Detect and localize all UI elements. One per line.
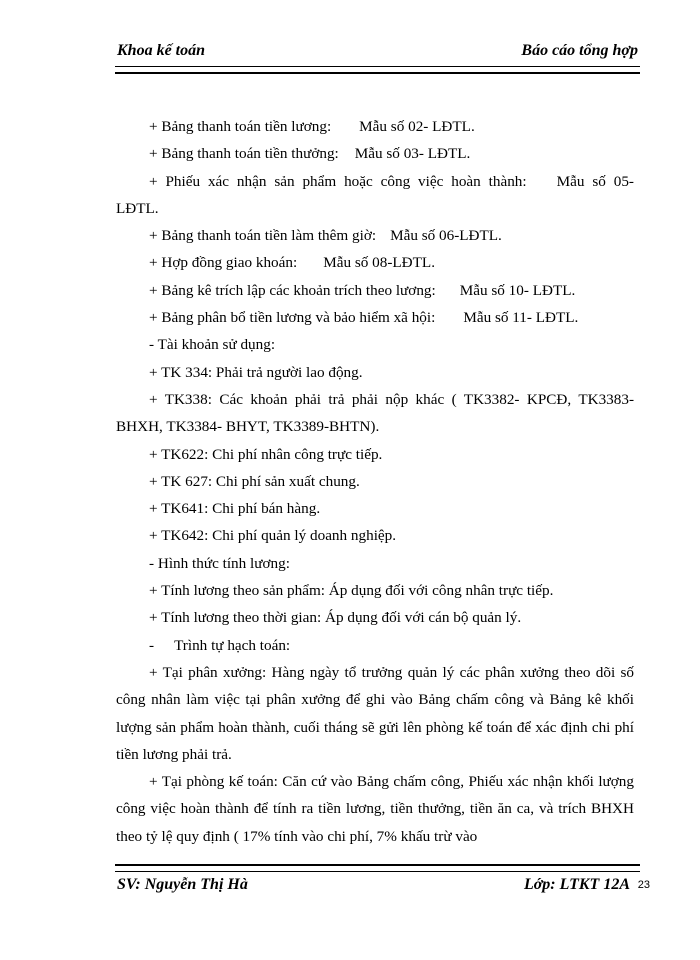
text-line-12: + TK 627: Chi phí sản xuất chung. [149,472,360,490]
text-line-16: + Tính lương theo sản phẩm: Áp dụng đối với công nhân trực tiếp. [149,582,554,600]
text-line-6: + Bảng kê trích lập các khoản trích theo lương: Mẫu số 10- LĐTL. [149,281,576,299]
header-rule [115,66,640,74]
footer-student: SV: Nguyễn Thị Hà [117,876,248,893]
text-line-7: + Bảng phân bổ tiền lương và bảo hiểm xã hội: Mẫu số 11- LĐTL. [149,309,579,327]
text-line-5: + Hợp đồng giao khoán: Mẫu số 08-LĐTL. [149,254,435,272]
text-paragraph-accounting: + Tại phòng kế toán: Căn cứ vào Bảng chấm công, Phiếu xác nhận khối lượng công việc hoàn thành để tính ra tiền lương, tiền thưởng, tiền ăn ca, và trích BHXH theo tỷ lệ quy định ( 17% tính vào chi phí, 7% khấu trừ vào [116,773,634,845]
text-line-2: + Bảng thanh toán tiền thưởng: Mẫu số 03- LĐTL. [149,145,471,163]
text-line-8: - Tài khoản sử dụng: [149,336,276,354]
page-number: 23 [637,879,650,891]
header-report-title: Báo cáo tổng hợp [521,42,638,59]
text-line-1: + Bảng thanh toán tiền lương: Mẫu số 02- LĐTL. [149,118,475,135]
text-line-13: + TK641: Chi phí bán hàng. [149,500,321,518]
text-paragraph-workshop: + Tại phân xưởng: Hàng ngày tổ trưởng quản lý các phân xưởng theo dõi số công nhân làm việc tại phân xưởng để ghi vào Bảng chấm công và Bảng kê khối lượng sản phẩm hoàn thành, cuối tháng sẽ gửi lên phòng kế toán để xác định chi phí tiền lương phải trả. [116,663,634,763]
text-line-18: - Trình tự hạch toán: [149,636,291,654]
text-line-11: + TK622: Chi phí nhân công trực tiếp. [149,445,383,463]
header-department: Khoa kế toán [117,42,206,59]
document-body [116,113,634,850]
footer-class: Lớp: LTKT 12A [523,876,630,893]
text-line-9: + TK 334: Phải trả người lao động. [149,363,363,381]
text-line-4: + Bảng thanh toán tiền làm thêm giờ: Mẫu số 06-LĐTL. [149,227,502,245]
text-line-10: + TK338: Các khoản phải trả phải nộp khác ( TK3382- KPCĐ, TK3383-BHXH, TK3384- BHYT, TK3389-BHTN). [116,390,634,436]
text-line-17: + Tính lương theo thời gian: Áp dụng đối với cán bộ quản lý. [149,609,522,627]
text-line-15: - Hình thức tính lương: [149,554,290,572]
text-line-3: + Phiếu xác nhận sản phẩm hoặc công việc hoàn thành: Mẫu số 05-LĐTL. [116,172,634,217]
footer-rule [115,864,640,872]
text-line-14: + TK642: Chi phí quản lý doanh nghiệp. [149,527,397,545]
